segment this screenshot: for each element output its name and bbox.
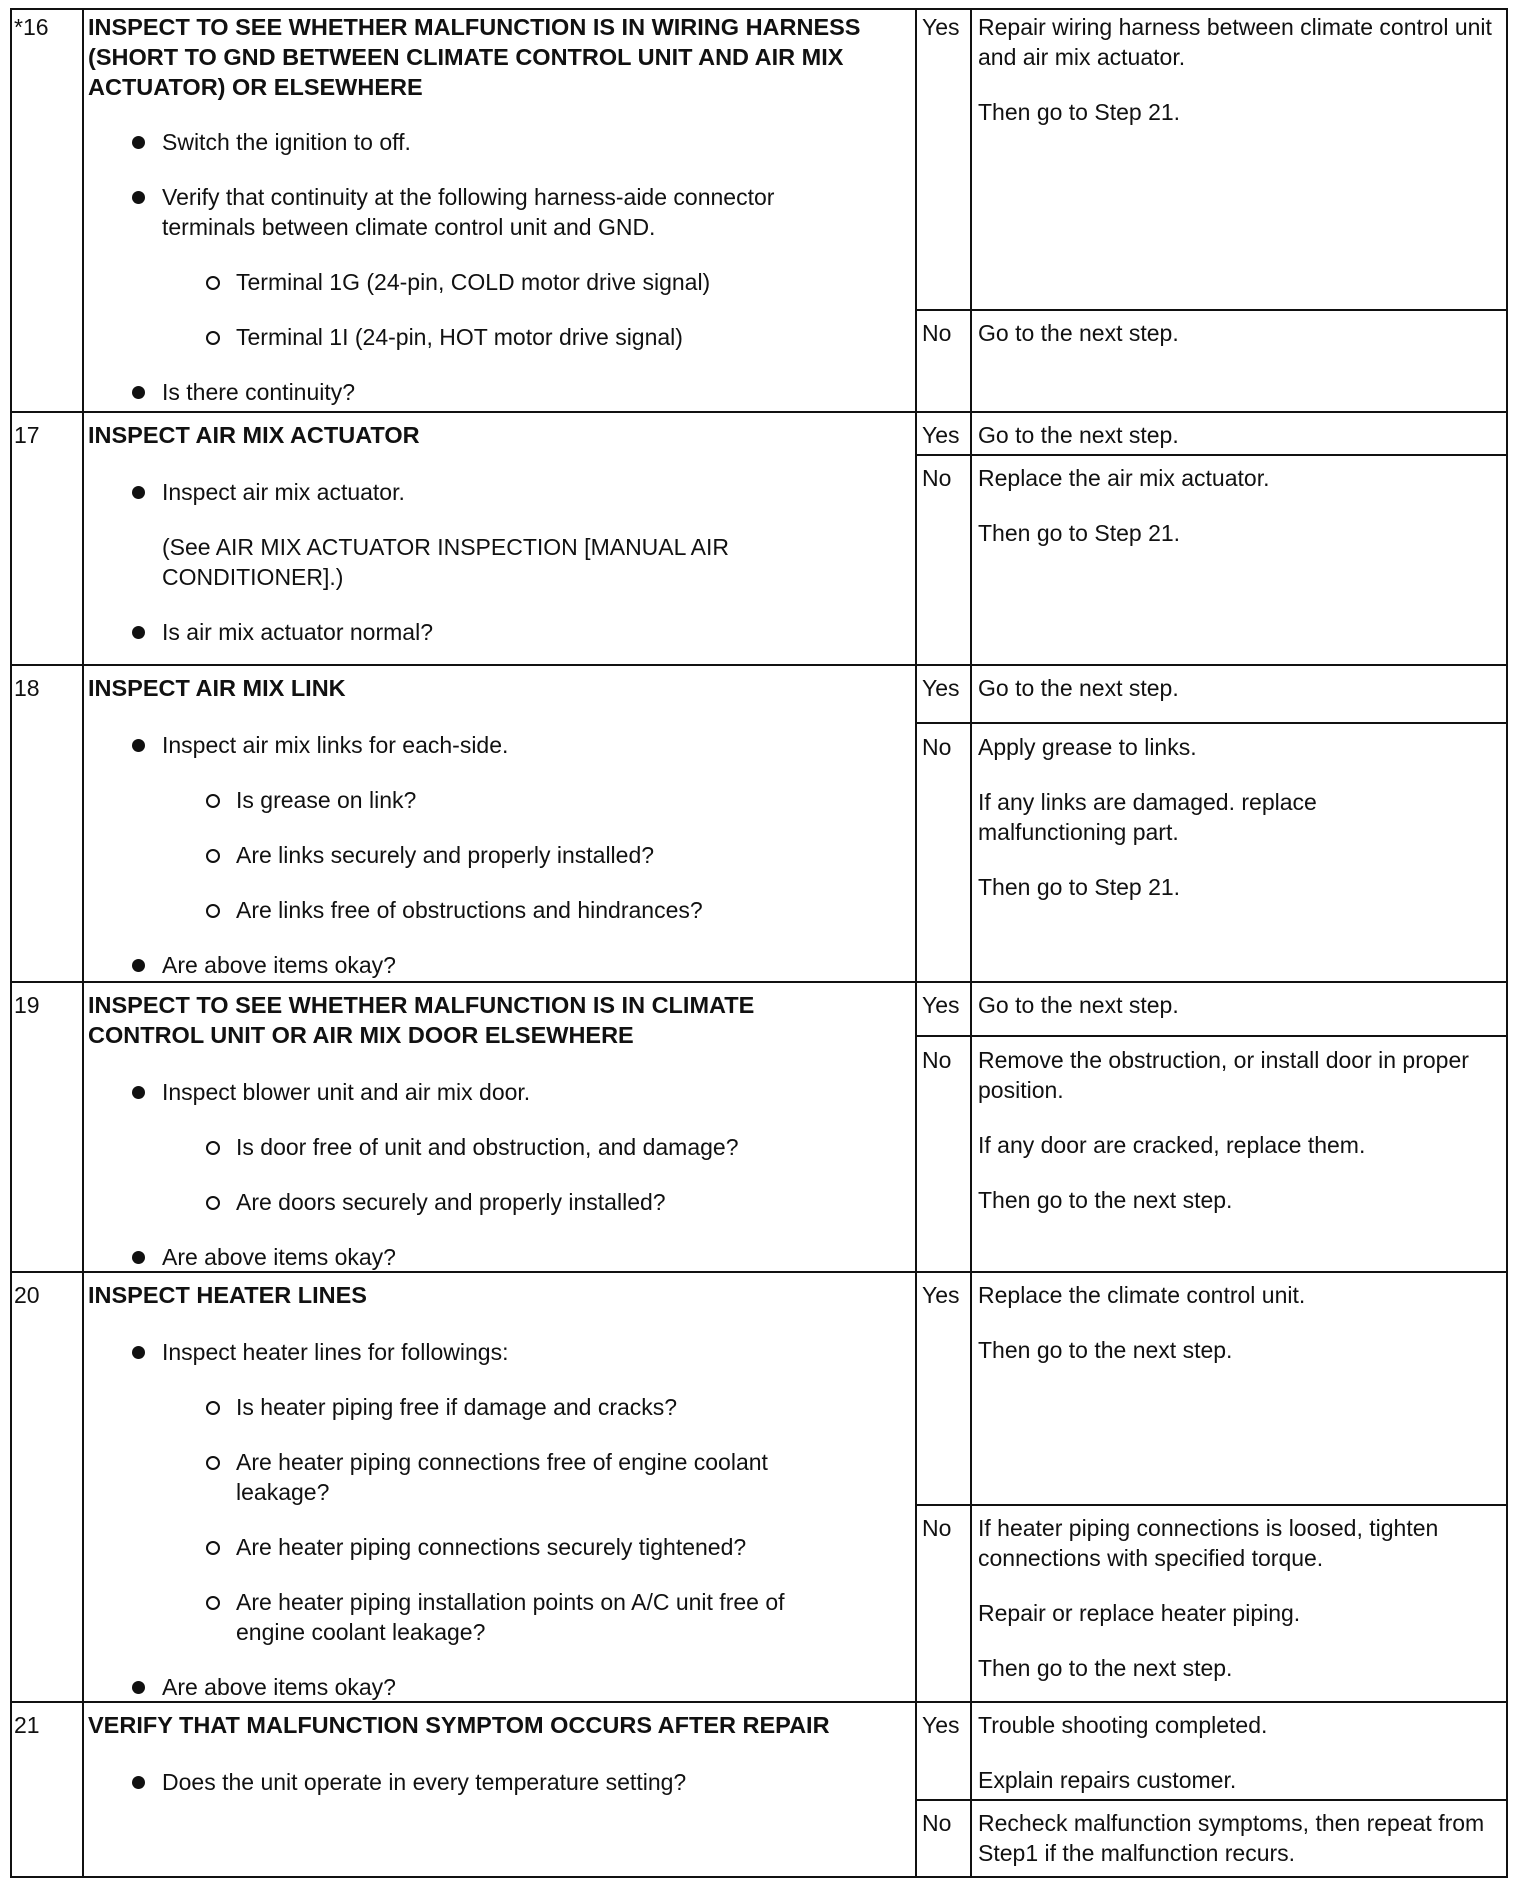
troubleshooting-table <box>10 8 1508 1878</box>
no-action: Go to the next step. <box>978 320 1179 346</box>
yes-action: Go to the next step. <box>978 422 1179 448</box>
bullet-icon <box>132 136 145 149</box>
no-action: Then go to Step 21. <box>978 520 1181 546</box>
step-title: INSPECT TO SEE WHETHER MALFUNCTION IS IN WIRING HARNESS (SHORT TO GND BETWEEN CLIMATE CONTROL UNIT AND AIR MIX ACTUATOR) OR ELSEWHERE <box>88 14 861 100</box>
check-item: Are above items okay? <box>162 1244 396 1270</box>
bullet-icon <box>132 1251 145 1264</box>
check-item: Inspect air mix actuator. <box>162 479 405 505</box>
bullet-icon <box>132 1681 145 1694</box>
no-label: No <box>922 734 952 760</box>
bullet-icon <box>132 1776 145 1789</box>
no-label: No <box>922 320 952 346</box>
check-item: Is air mix actuator normal? <box>162 619 433 645</box>
yes-label: Yes <box>922 675 960 701</box>
check-subitem: Are links securely and properly installed? <box>236 842 655 868</box>
check-item: Does the unit operate in every temperature setting? <box>162 1769 687 1795</box>
no-action: Recheck malfunction symptoms, then repeat from Step1 if the malfunction recurs. <box>978 1810 1485 1866</box>
bullet-icon <box>132 739 145 752</box>
sub-bullet-icon <box>206 1401 220 1415</box>
sub-bullet-icon <box>206 1541 220 1555</box>
check-item: Is there continuity? <box>162 379 356 405</box>
yes-action: Go to the next step. <box>978 992 1179 1018</box>
step-title: VERIFY THAT MALFUNCTION SYMPTOM OCCURS AFTER REPAIR <box>88 1712 830 1738</box>
no-action: If any links are damaged. replace malfunctioning part. <box>978 789 1317 845</box>
step-number: 17 <box>14 422 40 448</box>
yes-label: Yes <box>922 992 960 1018</box>
check-item: Are above items okay? <box>162 1674 396 1700</box>
bullet-icon <box>132 486 145 499</box>
check-note: (See AIR MIX ACTUATOR INSPECTION [MANUAL AIR CONDITIONER].) <box>162 534 730 590</box>
sub-bullet-icon <box>206 1456 220 1470</box>
no-action: Repair or replace heater piping. <box>978 1600 1301 1626</box>
yes-label: Yes <box>922 422 960 448</box>
check-item: Switch the ignition to off. <box>162 129 411 155</box>
bullet-icon <box>132 626 145 639</box>
bullet-icon <box>132 1086 145 1099</box>
step-number: 18 <box>14 675 40 701</box>
check-subitem: Are doors securely and properly installed? <box>236 1189 666 1215</box>
step-title: INSPECT AIR MIX LINK <box>88 675 346 701</box>
no-action: Apply grease to links. <box>978 734 1197 760</box>
sub-bullet-icon <box>206 849 220 863</box>
bullet-icon <box>132 1346 145 1359</box>
yes-label: Yes <box>922 1712 960 1738</box>
yes-action: Explain repairs customer. <box>978 1767 1237 1793</box>
sub-bullet-icon <box>206 276 220 290</box>
check-subitem: Terminal 1I (24-pin, HOT motor drive signal) <box>236 324 683 350</box>
bullet-icon <box>132 191 145 204</box>
check-item: Inspect heater lines for followings: <box>162 1339 509 1365</box>
no-action: If any door are cracked, replace them. <box>978 1132 1366 1158</box>
check-item: Verify that continuity at the following harness-aide connector terminals between climate control unit and GND. <box>162 184 775 240</box>
sub-bullet-icon <box>206 1596 220 1610</box>
step-title: INSPECT HEATER LINES <box>88 1282 367 1308</box>
step-title: INSPECT TO SEE WHETHER MALFUNCTION IS IN CLIMATE CONTROL UNIT OR AIR MIX DOOR ELSEWHERE <box>88 992 755 1048</box>
check-item: Inspect air mix links for each-side. <box>162 732 509 758</box>
step-number: 19 <box>14 992 40 1018</box>
sub-bullet-icon <box>206 904 220 918</box>
yes-action: Repair wiring harness between climate control unit and air mix actuator. <box>978 14 1492 70</box>
yes-action: Replace the climate control unit. <box>978 1282 1306 1308</box>
check-subitem: Are heater piping installation points on A/C unit free of engine coolant leakage? <box>236 1589 785 1645</box>
no-label: No <box>922 1810 952 1836</box>
check-subitem: Terminal 1G (24-pin, COLD motor drive signal) <box>236 269 711 295</box>
no-action: If heater piping connections is loosed, tighten connections with specified torque. <box>978 1515 1439 1571</box>
no-action: Replace the air mix actuator. <box>978 465 1270 491</box>
check-subitem: Is heater piping free if damage and cracks? <box>236 1394 678 1420</box>
sub-bullet-icon <box>206 794 220 808</box>
yes-action: Trouble shooting completed. <box>978 1712 1268 1738</box>
yes-action: Go to the next step. <box>978 675 1179 701</box>
bullet-icon <box>132 386 145 399</box>
bullet-icon <box>132 959 145 972</box>
check-item: Inspect blower unit and air mix door. <box>162 1079 531 1105</box>
check-subitem: Are heater piping connections securely tightened? <box>236 1534 747 1560</box>
no-label: No <box>922 465 952 491</box>
check-subitem: Is door free of unit and obstruction, and damage? <box>236 1134 739 1160</box>
step-number: 20 <box>14 1282 40 1308</box>
sub-bullet-icon <box>206 1141 220 1155</box>
no-label: No <box>922 1047 952 1073</box>
yes-action: Then go to the next step. <box>978 1337 1233 1363</box>
no-action: Then go to Step 21. <box>978 874 1181 900</box>
no-action: Then go to the next step. <box>978 1187 1233 1213</box>
check-item: Are above items okay? <box>162 952 396 978</box>
yes-action: Then go to Step 21. <box>978 99 1181 125</box>
sub-bullet-icon <box>206 331 220 345</box>
yes-label: Yes <box>922 14 960 40</box>
check-subitem: Are heater piping connections free of engine coolant leakage? <box>236 1449 768 1505</box>
step-number: *16 <box>14 14 49 40</box>
yes-label: Yes <box>922 1282 960 1308</box>
no-action: Remove the obstruction, or install door in proper position. <box>978 1047 1469 1103</box>
no-action: Then go to the next step. <box>978 1655 1233 1681</box>
step-title: INSPECT AIR MIX ACTUATOR <box>88 422 420 448</box>
check-subitem: Are links free of obstructions and hindrances? <box>236 897 703 923</box>
no-label: No <box>922 1515 952 1541</box>
step-number: 21 <box>14 1712 40 1738</box>
sub-bullet-icon <box>206 1196 220 1210</box>
check-subitem: Is grease on link? <box>236 787 417 813</box>
